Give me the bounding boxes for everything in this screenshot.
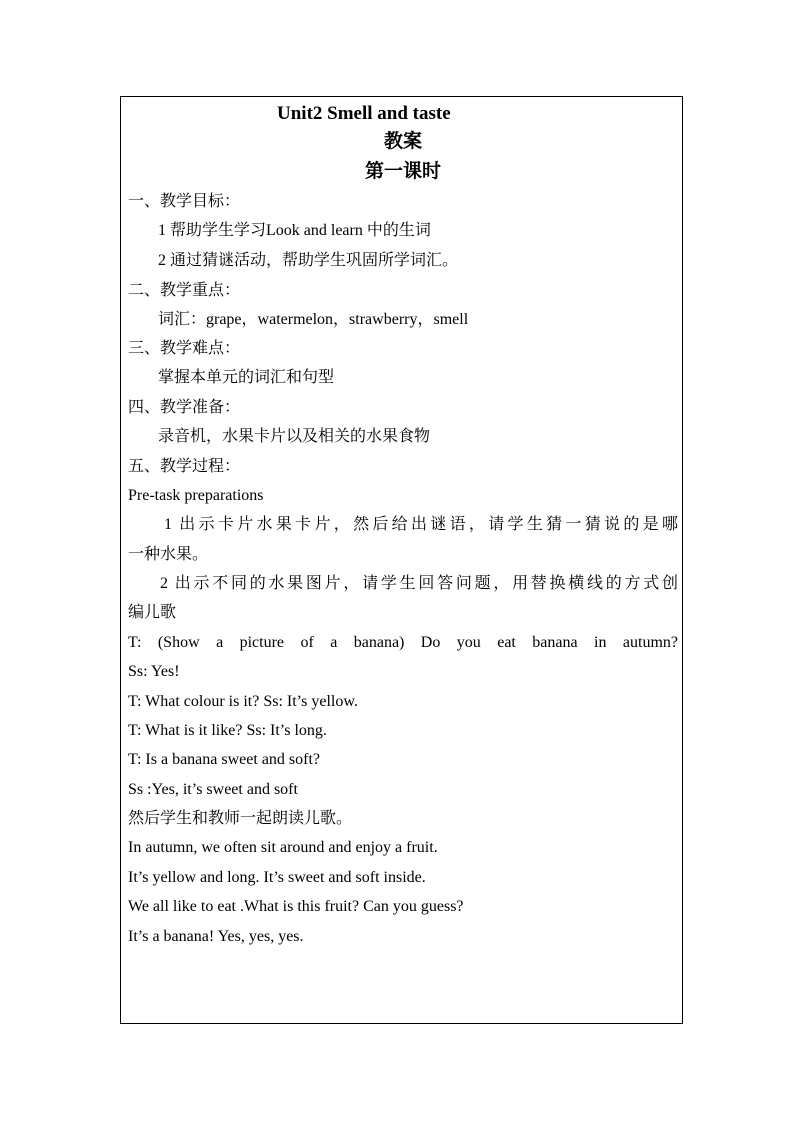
section-heading-key-points: 二、教学重点： xyxy=(128,282,241,299)
instruction-line: 然后学生和教师一起朗读儿歌。 xyxy=(128,810,353,827)
chant-line: We all like to eat .What is this fruit? Can you guess? xyxy=(128,898,464,915)
dialogue-line: T: Is a banana sweet and soft? xyxy=(128,751,321,768)
preparation-item: 录音机，水果卡片以及相关的水果食物 xyxy=(158,428,431,445)
section-heading-difficulties: 三、教学难点： xyxy=(128,340,241,357)
chant-line: It’s a banana! Yes, yes, yes. xyxy=(128,928,304,945)
dialogue-line: Ss: Yes! xyxy=(128,663,180,680)
chant-line: In autumn, we often sit around and enjoy a fruit. xyxy=(128,839,438,856)
lesson-number-title: 第一课时 xyxy=(364,161,441,182)
dialogue-line: Ss :Yes, it’s sweet and soft xyxy=(128,781,298,798)
step-1-text: 1 出示卡片水果卡片，然后给出谜语，请学生猜一猜说的是哪 xyxy=(164,516,678,533)
dialogue-line: T: What colour is it? Ss: It’s yellow. xyxy=(128,693,358,710)
objective-item: 2 通过猜谜活动，帮助学生巩固所学词汇。 xyxy=(158,252,459,269)
section-heading-preparation: 四、教学准备： xyxy=(128,399,241,416)
step-2-text-continued: 编儿歌 xyxy=(128,604,177,621)
unit-title: Unit2 Smell and taste xyxy=(277,103,451,124)
step-2-text: 2 出示不同的水果图片，请学生回答问题，用替换横线的方式创 xyxy=(160,575,678,592)
section-heading-objectives: 一、教学目标： xyxy=(128,193,241,210)
dialogue-line: T: What is it like? Ss: It’s long. xyxy=(128,722,327,739)
pre-task-heading: Pre-task preparations xyxy=(128,487,264,504)
difficulty-item: 掌握本单元的词汇和句型 xyxy=(158,369,335,386)
section-heading-process: 五、教学过程： xyxy=(128,458,241,475)
key-vocabulary: 词汇：grape，watermelon，strawberry，smell xyxy=(158,311,469,328)
objective-item: 1 帮助学生学习Look and learn 中的生词 xyxy=(158,222,431,239)
doc-type-title: 教案 xyxy=(383,131,422,152)
dialogue-line: T: (Show a picture of a banana) Do you eat banana in autumn? xyxy=(128,634,678,651)
chant-line: It’s yellow and long. It’s sweet and soft inside. xyxy=(128,869,426,886)
step-1-text-continued: 一种水果。 xyxy=(128,546,209,563)
